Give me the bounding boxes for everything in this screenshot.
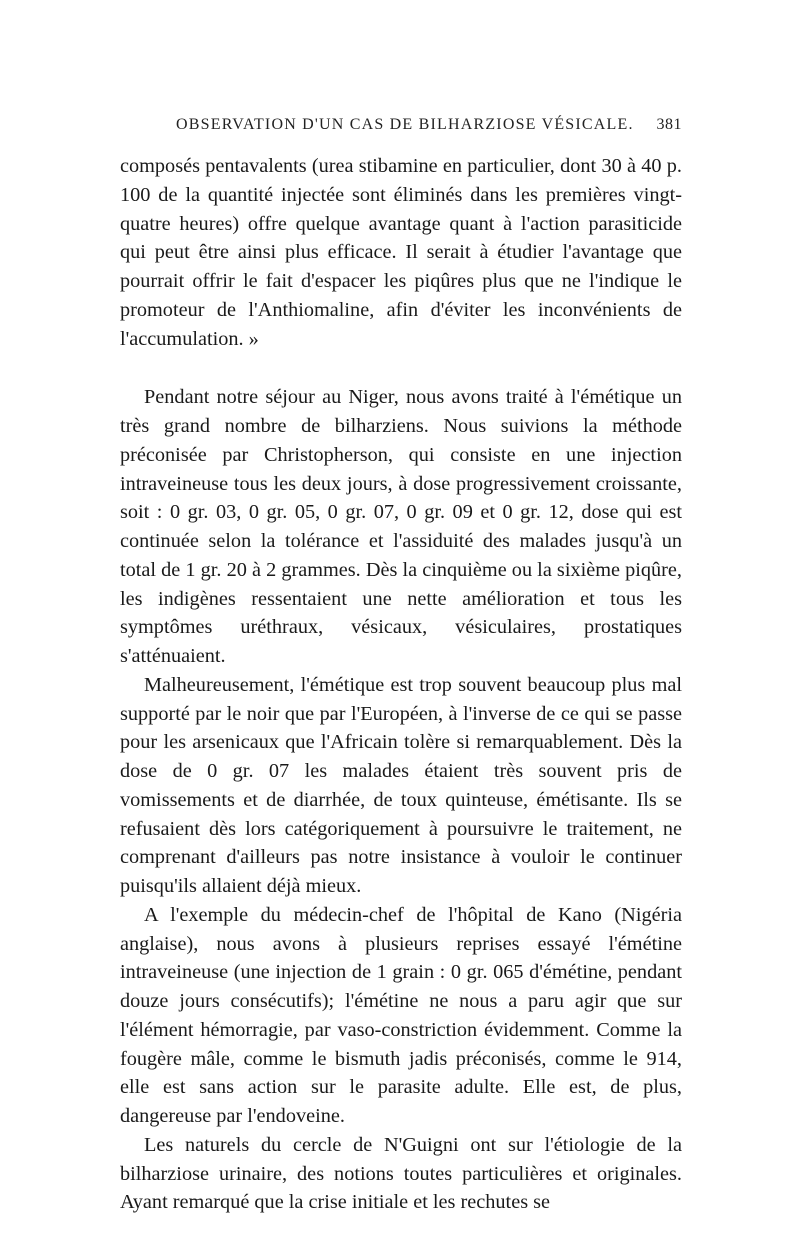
running-head	[120, 116, 682, 140]
body-text	[120, 152, 682, 1217]
page-number: 381	[656, 116, 682, 133]
paragraph-emetique-treatment: Pendant notre séjour au Niger, nous avons traité à l'émétique un très grand nombre de bilharziens. Nous suivions la méthode préconisée par Christopherson, qui consiste en une injection intraveineuse tous les deux jours, à dose progressivement croissante, soit : 0 gr. 03, 0 gr. 05, 0 gr. 07, 0 gr. 09 et 0 gr. 12, dose qui est continuée selon la tolérance et l'assiduité des malades jusqu'à un total de 1 gr. 20 à 2 grammes. Dès la cinquième ou la sixième piqûre, les indigènes ressentaient une nette amélioration et tous les symptômes uréthraux, vésicaux, vésiculaires, prostatiques s'atténuaient.	[120, 386, 682, 667]
paragraph-continuation: composés pentavalents (urea stibamine en particulier, dont 30 à 40 p. 100 de la quantité injectée sont éliminés dans les premières vingt-quatre heures) offre quelque avantage quant à l'action parasiticide qui peut être ainsi plus efficace. Il serait à étudier l'avantage que pourrait offrir le fait d'espacer les piqûres plus que ne l'indique le promoteur de l'Anthiomaline, afin d'éviter les inconvénients de l'accumulation. »	[120, 155, 682, 350]
paragraph-emetine-trial: A l'exemple du médecin-chef de l'hôpital de Kano (Nigéria anglaise), nous avons à plusieurs reprises essayé l'émétine intraveineuse (une injection de 1 grain : 0 gr. 065 d'émétine, pendant douze jours consécutifs); l'émétine ne nous a paru agir que sur l'élément hémorragie, par vaso-constriction évidemment. Comme la fougère mâle, comme le bismuth jadis préconisés, comme le 914, elle est sans action sur le parasite adulte. Elle est, de plus, dangereuse par l'endoveine.	[120, 903, 682, 1127]
paragraph-etiology-beliefs: Les naturels du cercle de N'Guigni ont sur l'étiologie de la bilharziose urinaire, des notions toutes particulières et originales. Ayant remarqué que la crise initiale et les rechutes se	[120, 1133, 682, 1214]
paragraph-emetique-tolerance: Malheureusement, l'émétique est trop souvent beaucoup plus mal supporté par le noir que par l'Européen, à l'inverse de ce qui se passe pour les arsenicaux que l'Africain tolère si remarquablement. Dès la dose de 0 gr. 07 les malades étaient très souvent pris de vomissements et de diarrhée, de toux quinteuse, émétisante. Ils se refusaient dès lors catégoriquement à poursuivre le traitement, ne comprenant d'ailleurs pas notre insistance à vouloir le continuer puisqu'ils allaient déjà mieux.	[120, 673, 682, 897]
running-title: OBSERVATION D'UN CAS DE BILHARZIOSE VÉSICALE.	[176, 116, 634, 133]
